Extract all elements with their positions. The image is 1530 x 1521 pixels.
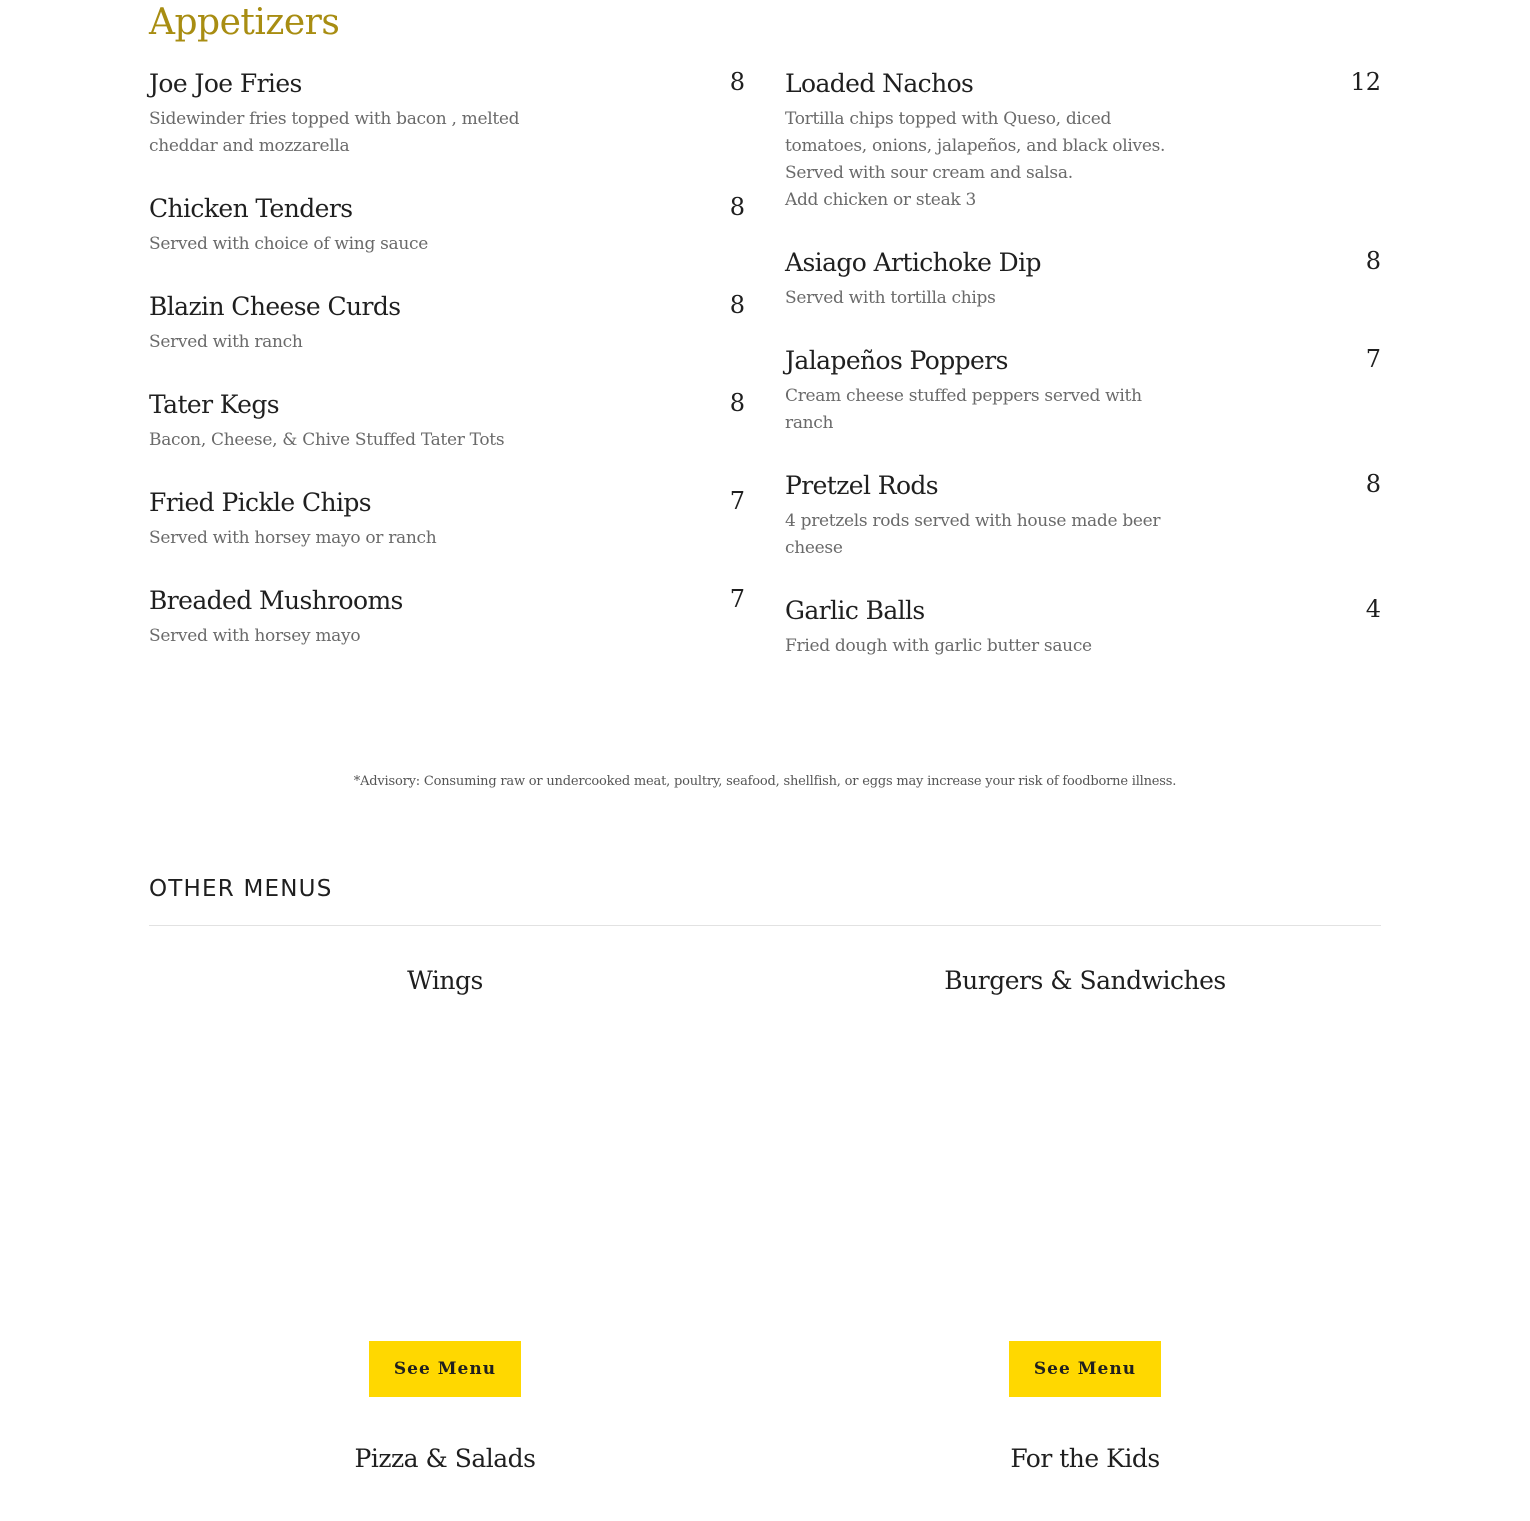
menu-column-left (149, 66, 745, 681)
item-name: Tater Kegs (149, 390, 280, 419)
item-description: Served with choice of wing sauce (149, 234, 429, 254)
item-description: Sidewinder fries topped with bacon , melted cheddar and mozzarella (149, 109, 520, 156)
menu-item (785, 245, 1381, 312)
item-price: 7 (1365, 345, 1381, 373)
menu-card-burgers (785, 964, 1385, 1404)
menu-item (149, 583, 745, 650)
menu-card-title: Wings (407, 966, 483, 995)
item-price: 12 (1350, 68, 1381, 96)
see-menu-button[interactable]: See Menu (1009, 1341, 1161, 1397)
menu-item (785, 343, 1381, 437)
item-description: Served with tortilla chips (785, 288, 996, 308)
item-price: 8 (1365, 470, 1381, 498)
item-name: Blazin Cheese Curds (149, 292, 401, 321)
item-description: Bacon, Cheese, & Chive Stuffed Tater Tots (149, 430, 505, 450)
item-name: Garlic Balls (785, 596, 925, 625)
item-price: 4 (1365, 595, 1381, 623)
item-description: Tortilla chips topped with Queso, diced tomatoes, onions, jalapeños, and black olives. Served with sour cream and salsa. Add chicken or steak 3 (785, 109, 1166, 210)
see-menu-button[interactable]: See Menu (369, 1341, 521, 1397)
advisory-note: *Advisory: Consuming raw or undercooked meat, poultry, seafood, shellfish, or eggs may increase your risk of foodborne illness. (353, 774, 1177, 789)
item-description: Cream cheese stuffed peppers served with ranch (785, 386, 1142, 433)
divider (149, 925, 1381, 926)
item-price: 8 (1365, 247, 1381, 275)
menu-column-right (785, 66, 1381, 691)
menu-card-pizza (145, 1442, 745, 1476)
item-name: Asiago Artichoke Dip (785, 248, 1041, 277)
item-name: Breaded Mushrooms (149, 586, 403, 615)
menu-item (149, 289, 745, 356)
item-price: 7 (729, 585, 745, 613)
menu-item (149, 387, 745, 454)
item-price: 8 (729, 291, 745, 319)
item-price: 8 (729, 193, 745, 221)
menu-card-title: Pizza & Salads (354, 1444, 536, 1473)
menu-item (785, 593, 1381, 660)
item-description: Served with ranch (149, 332, 303, 352)
menu-item (149, 66, 745, 160)
item-name: Fried Pickle Chips (149, 488, 372, 517)
item-name: Loaded Nachos (785, 69, 974, 98)
menu-card-wings (145, 964, 745, 1404)
section-title: Appetizers (149, 2, 340, 43)
item-description: Served with horsey mayo (149, 626, 361, 646)
menu-card-title: For the Kids (1010, 1444, 1160, 1473)
menu-item (149, 191, 745, 258)
item-description: 4 pretzels rods served with house made beer cheese (785, 511, 1161, 558)
menu-card-title: Burgers & Sandwiches (944, 966, 1226, 995)
menu-card-kids (785, 1442, 1385, 1476)
item-name: Joe Joe Fries (149, 69, 302, 98)
menu-item (785, 468, 1381, 562)
item-description: Fried dough with garlic butter sauce (785, 636, 1092, 656)
item-name: Chicken Tenders (149, 194, 353, 223)
other-menus-title: OTHER MENUS (149, 876, 333, 902)
menu-item (785, 66, 1381, 214)
item-price: 8 (729, 68, 745, 96)
item-price: 7 (729, 487, 745, 515)
item-description: Served with horsey mayo or ranch (149, 528, 437, 548)
item-name: Pretzel Rods (785, 471, 939, 500)
item-price: 8 (729, 389, 745, 417)
menu-item (149, 485, 745, 552)
item-name: Jalapeños Poppers (785, 346, 1008, 375)
